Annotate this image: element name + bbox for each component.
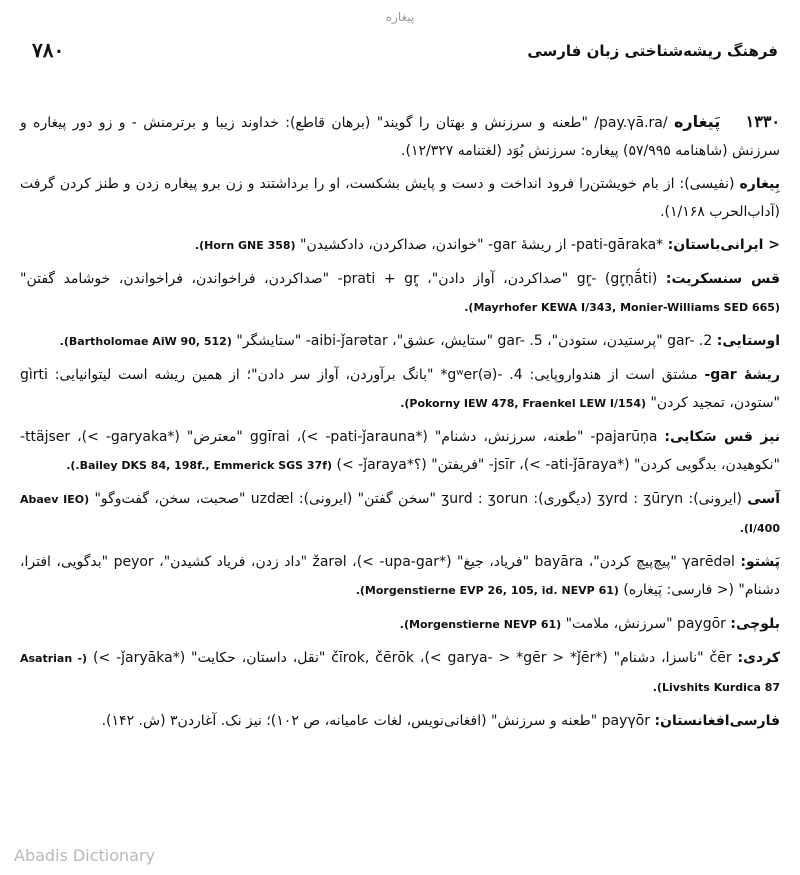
entry-text: γarēdǝl "پیچ‌پیچ کردن"، bayāra "فریاد، جیغ" (*upa-gar- >)، žarǝl "داد زدن، فریاد کشیدن"، peyor "بدگویی، افترا، دشنام" (< فارسی: پَیغاره) [20,554,780,598]
entry-lead: نیز قس سَکایی: [664,429,780,445]
running-head [22,38,778,66]
entry-lead: ریشهٔ gar- [704,367,780,383]
entry-reference: (Asatrian - Livshits Kurdica 87). [20,652,780,694]
entry-text: gr̥- (gr̥ṇā́ti) "صداکردن، آواز دادن"، prati + gr̥- "صداکردن، فراخواندن، فراخواندن، خوشامد گفتن" [20,271,658,287]
entry-paragraph [20,644,780,702]
entry-lead: فارسی‌افغانستان: [654,713,780,729]
entry-paragraph [20,707,780,735]
entry-number: ۱۳۳۰ [745,112,780,131]
entry-paragraph [20,423,780,480]
entry-text: payγōr "طعنه و سرزنش" (افغانی‌نویس، لغات عامیانه، ص ۱۰۲)؛ نیز نک. آغاردن۳ (ش. ۱۴۲). [101,713,650,729]
entry-reference: (Mayrhofer KEWA I/343, Monier-Williams SED 665). [464,301,780,314]
entry-text: *pati-gāraka- از ریشهٔ gar- "خواندن، صداکردن، دادکشیدن" [300,237,664,253]
entry-paragraph [20,170,780,226]
entry-reference: (Bailey DKS 84, 198f., Emmerick SGS 37f.). [66,459,333,472]
entry-reference: (Horn GNE 358). [194,239,296,252]
entry-text: čēr "ناسزا، دشنام" (*garya- > *gēr > *ǰēr >)، čīrok, čērōk "نقل، داستان، حکایت" (*ǰaryāka- >) [93,650,732,666]
page-number: ۷۸۰ [32,38,65,62]
entry-text: pajarūṇa- "طعنه، سرزنش، دشنام" (*pati-ǰarauna- >)، ggīrai "معترض" (*garyaka- >)، ttäjser- "نکوهیدن، بدگویی کردن" (*ati-ǰāraya- >)، jsīr- "فریفتن" (؟*ǰaraya- >) [20,429,780,473]
entry-lead: کردی: [737,650,780,666]
entry-reference: (Abaev IEO I/400). [20,493,780,535]
entry-paragraph [20,327,780,356]
entry-paragraph [20,108,780,165]
top-word: پیغاره [385,10,415,24]
entry-headword: پَیغاره [673,112,721,131]
entry-lead: قس سنسکریت: [665,271,780,287]
entry-text: (نفیسی): از بام خویشتن‌را فرود انداخت و دست و پایش بشکست، او را برداشتند و زن برو پیغاره زدن و طنز کردن گرفت (آداب‌الحرب ۱/۱۶۸). [20,176,780,220]
entry-reference: (Morgenstierne NEVP 61). [399,618,562,631]
entry-paragraph [20,231,780,260]
watermark: Abadis Dictionary [14,846,155,865]
entry-text: (ایرونی): ʒyrd : ʒūryn (دیگوری): ʒurd : ʒorun "سخن گفتن" (ایرونی): uzdæl "صحبت، سخن، گفت‌وگو" [94,491,742,507]
entry-lead: آسی [747,491,781,507]
entry-reference: (Pokorny IEW 478, Fraenkel LEW I/154). [400,397,647,410]
entry-text: paygōr "سرزنش، ملامت" [565,616,726,632]
book-title: فرهنگ ریشه‌شناختی زبان فارسی [527,42,778,60]
entry-text: gar- .2 "پرستیدن، ستودن"، gar- .5 "ستایش، عشق"، aibi-ǰarǝtar- "ستایشگر" [236,333,713,349]
entry-lead: بلوچی: [730,616,780,632]
entry-lead: < ایرانی‌باستان: [667,237,780,253]
entry-text: مشتق است از هندواروپایی: gʷer(ǝ)- .4* "بانگ برآوردن، آواز سر دادن"؛ از همین ریشه است لیتوانیایی: gìrti "ستودن، تمجید کردن" [20,367,780,411]
entry-text: /pay.γā.ra/ "طعنه و سرزنش و بهتان را گویند" (برهان قاطع): خداوند زیبا و برترمنش - و زو دور پیغاره و سرزنش (شاهنامه ۵۷/۹۹۵) پیغاره: سرزنش بُوَد (لغتنامه ۱۲/۳۲۷). [20,115,780,159]
entry-reference: (Morgenstierne EVP 26, 105, id. NEVP 61). [355,584,619,597]
entry-lead: پَشتو: [740,554,780,570]
entry-body [20,108,780,740]
entry-lead: اوستایی: [716,333,780,349]
entry-reference: (Bartholomae AiW 90, 512). [59,335,232,348]
entry-paragraph [20,265,780,322]
entry-paragraph [20,485,780,543]
entry-paragraph [20,361,780,418]
entry-paragraph [20,548,780,605]
entry-lead: بِیغاره [739,176,780,192]
entry-paragraph [20,610,780,639]
